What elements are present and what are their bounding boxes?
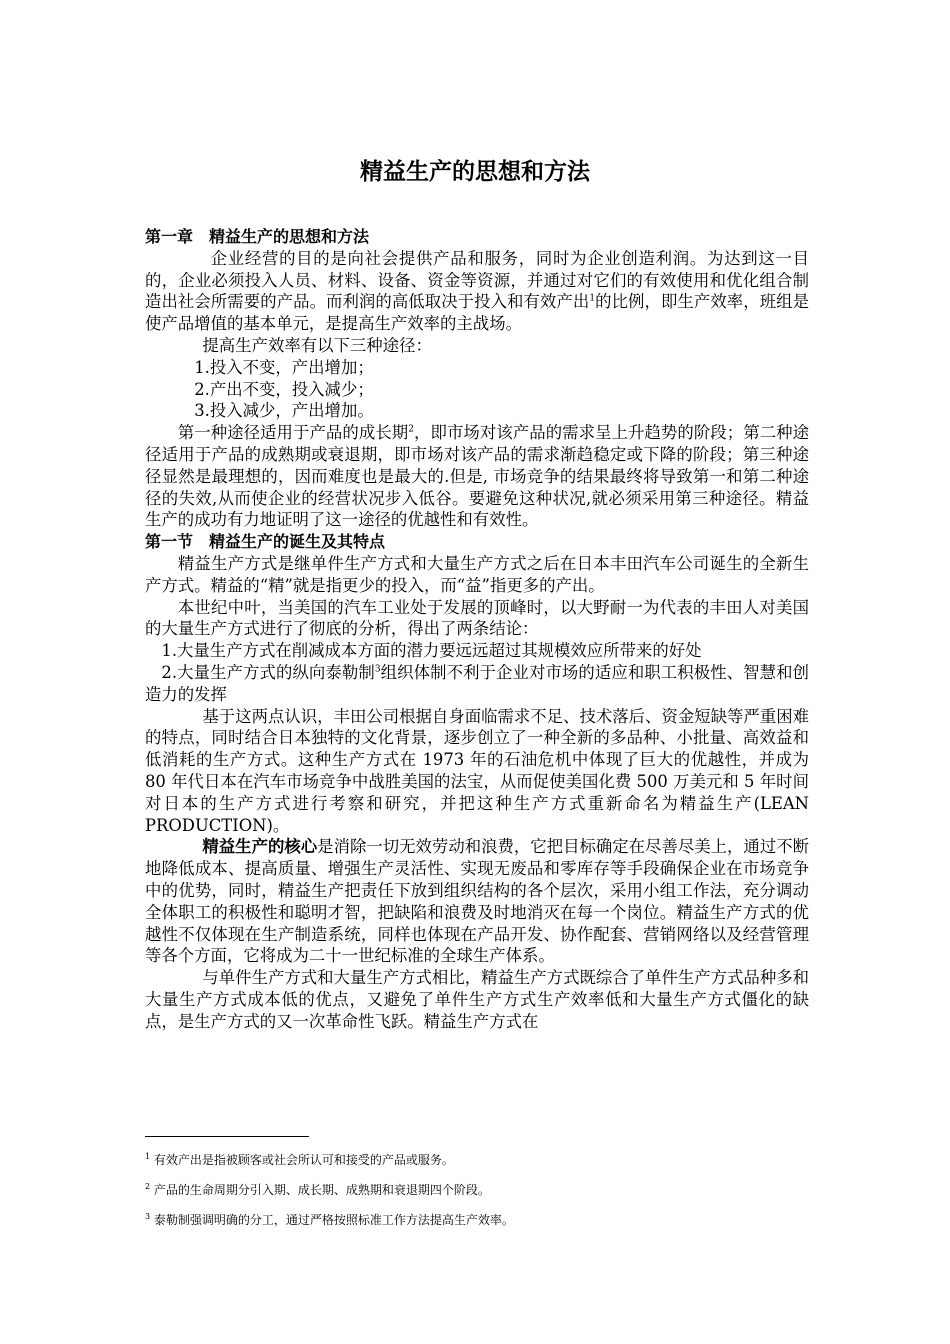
footnote-3: $^3$ 泰勒制强调明确的分工，通过严格按照标准工作方法提高生产效率。 bbox=[145, 1212, 514, 1227]
paragraph-3: 第一种途径适用于产品的成长期$^2$，即市场对该产品的需求呈上升趋势的阶段；第二种途径适用于产品的成熟期或衰退期，即市场对该产品的需求渐趋稳定或下降的阶段；第三种途径显然是最理想的，因而难度也是最大的.但是, 市场竞争的结果最终将导致第一和第二种途径的失效,从而使企业的经营状况步入低谷。要避免这种状况,就必须采用第三种途径。精益生产的成功有力地证明了这一途径的优越性和有效性。 bbox=[145, 423, 810, 530]
document-body bbox=[145, 226, 809, 1032]
footnote-1: $^1$ 有效产出是指被顾客或社会所认可和接受的产品或服务。 bbox=[145, 1152, 454, 1167]
paragraph-2: 提高生产效率有以下三种途径： bbox=[202, 335, 432, 355]
footnote-ref-1[interactable]: 1 bbox=[589, 293, 596, 304]
paragraph-1: 企业经营的目的是向社会提供产品和服务，同时为企业创造利润。为达到这一目的，企业必须投入人员、材料、设备、资金等资源，并通过对它们的有效使用和优化组合制造出社会所需要的产品。而利润的高低取决于投入和有效产出$^1$的比例，即生产效率，班组是使产品增值的基本单元，是提高生产效率的主战场。 bbox=[145, 248, 809, 334]
paragraph-5: 本世纪中叶，当美国的汽车工业处于发展的顶峰时，以大野耐一为代表的丰田人对美国的大量生产方式进行了彻底的分析，得出了两条结论： bbox=[145, 597, 809, 639]
footnotes bbox=[145, 1152, 809, 1242]
paragraph-4: 精益生产方式是继单件生产方式和大量生产方式之后在日本丰田汽车公司诞生的全新生产方式。精益的“精”就是指更少的投入，而“益”指更多的产出。 bbox=[145, 553, 809, 595]
paragraph-8: 与单件生产方式和大量生产方式相比，精益生产方式既综合了单件生产方式品种多和大量生产方式成本低的优点，又避免了单件生产方式生产效率低和大量生产方式僵化的缺点，是生产方式的又一次革命性飞跃。精益生产方式在 bbox=[145, 968, 809, 1031]
paragraph-7: 精益生产的核心是消除一切无效劳动和浪费，它把目标确定在尽善尽美上，通过不断地降低成本、提高质量、增强生产灵活性、实现无废品和零库存等手段确保企业在市场竞争中的优势，同时，精益生产把责任下放到组织结构的各个层次，采用小组工作法，充分调动全体职工的积极性和聪明才智，把缺陷和浪费及时地消灭在每一个岗位。精益生产方式的优越性不仅体现在生产制造系统，同样也体现在产品开发、协作配套、营销网络以及经营管理等各个方面，它将成为二十一世纪标准的全球生产体系。 bbox=[145, 837, 809, 966]
document-title: 精益生产的思想和方法 bbox=[360, 159, 590, 185]
emphasis-core: 精益生产的核心 bbox=[202, 837, 318, 857]
footnote-2: $^2$ 产品的生命周期分引入期、成长期、成熟期和衰退期四个阶段。 bbox=[145, 1182, 490, 1197]
conclusion-2: 2.大量生产方式的纵向泰勒制$^3$组织体制不利于企业对市场的适应和职工积极性、智慧和创造力的发挥 bbox=[145, 662, 810, 704]
footnote-separator bbox=[145, 1136, 309, 1137]
list-item: 2.产出不变，投入减少； bbox=[194, 379, 374, 399]
list-item: 1.投入不变，产出增加； bbox=[194, 357, 374, 377]
conclusion-1: 1.大量生产方式在削减成本方面的潜力要远远超过其规模效应所带来的好处 bbox=[161, 641, 702, 661]
chapter-heading: 第一章 精益生产的思想和方法 bbox=[145, 227, 370, 246]
section-heading: 第一节 精益生产的诞生及其特点 bbox=[145, 532, 386, 552]
footnote-ref-3[interactable]: 3 bbox=[374, 664, 381, 675]
paragraph-6: 基于这两点认识，丰田公司根据自身面临需求不足、技术落后、资金短缺等严重困难的特点，同时结合日本独特的文化背景，逐步创立了一种全新的多品种、小批量、高效益和低消耗的生产方式。这种生产方式在 1973 年的石油危机中体现了巨大的优越性，并成为 80 年代日本在汽车市场竞争中战胜美国的法宝，从而促使美国化费 500 万美元和 5 年时间对日本的生产方式进行考察和研究，并把这种生产方式重新命名为精益生产(LEAN PRODUCTION)。 bbox=[145, 706, 809, 835]
footnote-ref-2[interactable]: 2 bbox=[408, 424, 414, 435]
list-item: 3.投入减少，产出增加。 bbox=[194, 401, 374, 421]
